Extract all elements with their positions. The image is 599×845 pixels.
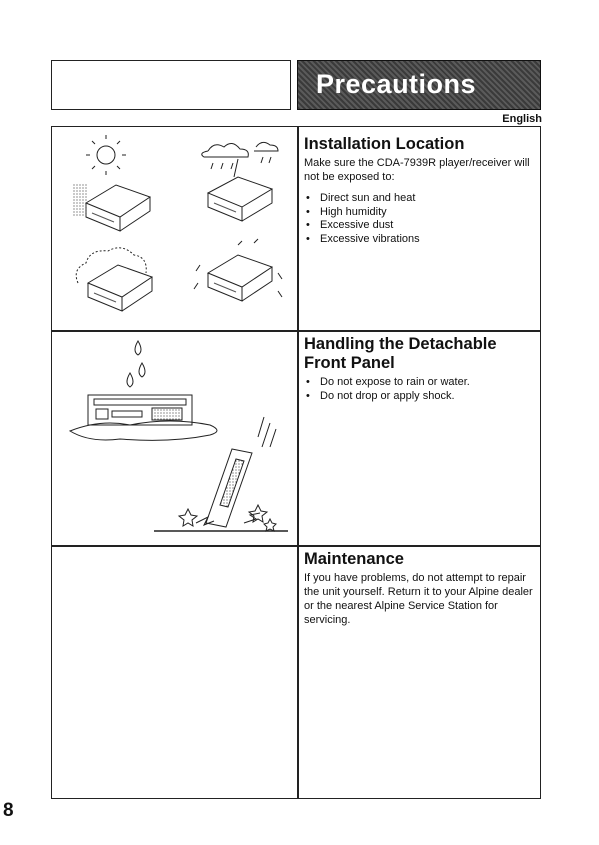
maintenance-heading: Maintenance: [304, 550, 404, 568]
page-number: 8: [3, 800, 14, 821]
front-panel-handling-illustration: [58, 337, 290, 537]
section-front-panel: [304, 335, 540, 403]
list-item: • Do not drop or apply shock.: [304, 390, 540, 404]
list-item: • Do not expose to rain or water.: [304, 376, 540, 390]
list-item: • Excessive dust: [304, 219, 540, 233]
language-label: English: [502, 113, 542, 125]
row-divider-2: [52, 545, 540, 547]
precautions-table: [51, 126, 541, 799]
section-installation-location: [304, 135, 540, 246]
page-title: Precautions: [316, 69, 477, 99]
front-panel-heading-line1: Handling the Detachable: [304, 335, 497, 353]
title-banner: [297, 60, 541, 110]
front-panel-heading-line2: Front Panel: [304, 354, 395, 372]
front-panel-list: [304, 376, 540, 403]
installation-intro: Make sure the CDA-7939R player/receiver will not be exposed to:: [304, 157, 530, 183]
list-item: • Excessive vibrations: [304, 233, 540, 247]
maintenance-body: If you have problems, do not attempt to repair the unit yourself. Return it to your Alpine dealer or the nearest Alpine Service Station for servicing.: [304, 572, 533, 626]
blank-header-box: [51, 60, 291, 110]
installation-hazards-illustration: [58, 133, 290, 325]
row-divider-1: [52, 330, 540, 332]
section-maintenance: [304, 550, 540, 627]
list-item: • High humidity: [304, 206, 540, 220]
installation-heading: Installation Location: [304, 135, 465, 153]
installation-list: [304, 192, 540, 246]
column-divider: [297, 127, 299, 798]
list-item: • Direct sun and heat: [304, 192, 540, 206]
